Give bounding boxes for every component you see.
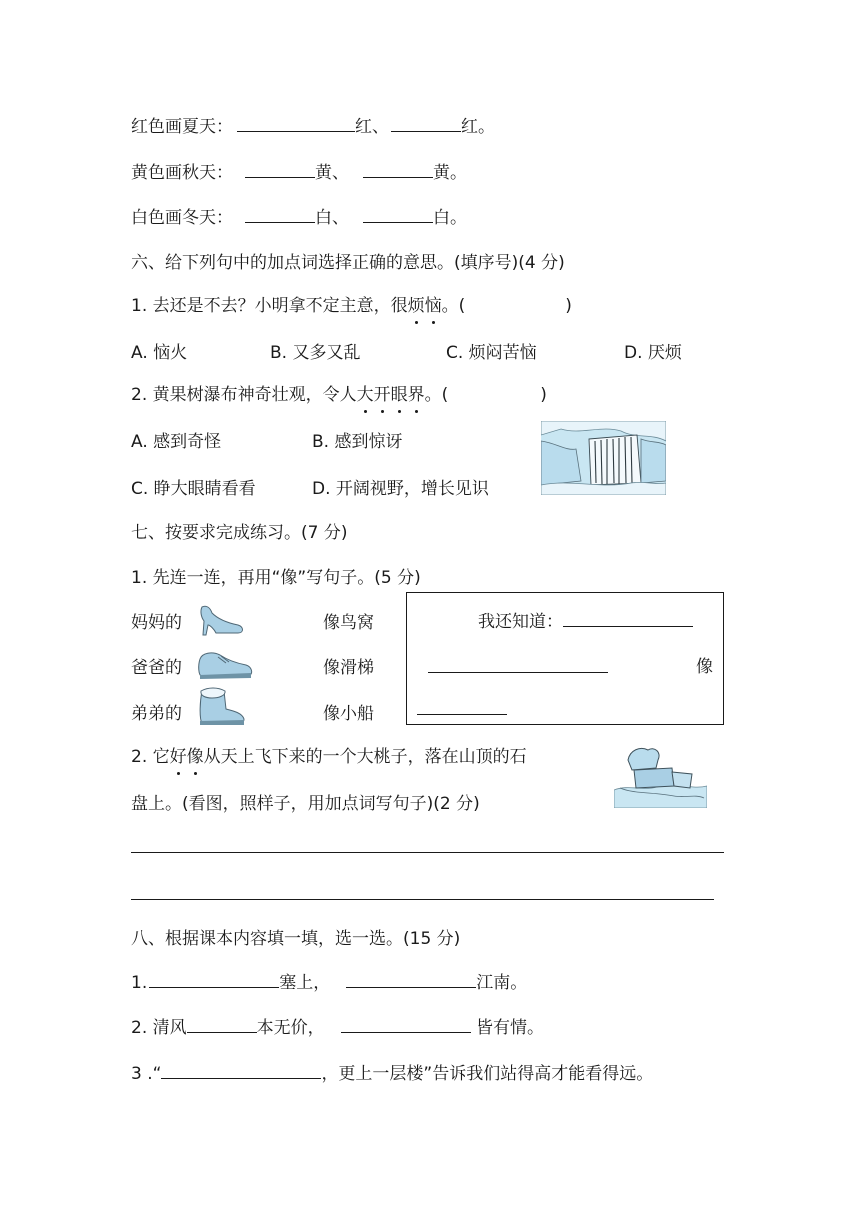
blank[interactable] [237,115,355,132]
s6-q1: 1. 去还是不去？小明拿不定主意，很烦恼。( ) [131,296,572,316]
left-item-brother: 弟弟的 [131,704,182,724]
peach-rock-image [614,742,707,808]
box-line-3 [417,698,507,722]
blank[interactable] [245,206,315,223]
box-xiang: 像 [696,657,713,677]
blank[interactable] [161,1062,321,1079]
writing-line-1[interactable] [131,852,724,853]
blank[interactable] [149,971,279,988]
winter-line: 白色画冬天： 白、 白。 [131,208,467,228]
dotted-char: 眼 [390,385,408,405]
s7-q1: 1. 先连一连，再用“像”写句子。(5 分) [131,568,421,588]
s8-line-3: 3 .“ ，更上一层楼”告诉我们站得高才能看得远。 [131,1064,654,1084]
s6-q2-opt-a: A. 感到奇怪 [131,432,222,452]
section-6-title: 六、给下列句中的加点词选择正确的意思。(填序号)(4 分) [131,253,565,273]
blank[interactable] [417,698,507,715]
dotted-char: 开 [373,385,391,405]
dotted-char: 烦 [407,296,425,316]
box-line-2 [428,656,608,680]
s6-q1-opt-b: B. 又多又乱 [270,343,361,363]
writing-line-2[interactable] [131,899,714,900]
s8-line-2: 2. 清风 本无价， 皆有情。 [131,1018,545,1038]
dotted-char: 好 [169,747,187,767]
right-item-nest: 像鸟窝 [323,613,374,633]
boot-image [196,687,248,727]
s6-q2: 2. 黄果树瀑布神奇壮观，令人大开眼界。( ) [131,385,547,405]
blank[interactable] [428,656,608,673]
blank[interactable] [563,610,693,627]
s8-line-1: 1. 塞上， 江南。 [131,973,528,993]
blank[interactable] [363,206,433,223]
dotted-char: 像 [186,747,204,767]
right-item-slide: 像滑梯 [323,658,374,678]
s6-q1-opt-d: D. 厌烦 [624,343,682,363]
s7-q2-line1: 2. 它好像从天上飞下来的一个大桃子，落在山顶的石 [131,747,527,767]
dotted-char: 界 [407,385,425,405]
left-item-dad: 爸爸的 [131,658,182,678]
left-item-mom: 妈妈的 [131,613,182,633]
box-line-1: 我还知道： [478,610,693,634]
dotted-char: 恼 [424,296,442,316]
s6-q1-opt-a: A. 恼火 [131,343,188,363]
s6-q2-opt-d: D. 开阔视野，增长见识 [312,479,489,499]
s6-q2-opt-b: B. 感到惊讶 [312,432,403,452]
summer-line: 红色画夏天： 红、 红。 [131,117,495,137]
blank[interactable] [346,971,476,988]
waterfall-image [541,421,666,495]
section-7-title: 七、按要求完成练习。(7 分) [131,523,348,543]
autumn-line: 黄色画秋天： 黄、 黄。 [131,163,467,183]
s6-q2-opt-c: C. 睁大眼睛看看 [131,479,256,499]
blank[interactable] [341,1016,471,1033]
high-heel-shoe-image [198,603,246,637]
right-item-boat: 像小船 [323,704,374,724]
blank[interactable] [245,161,315,178]
blank[interactable] [363,161,433,178]
section-8-title: 八、根据课本内容填一填，选一选。(15 分) [131,929,461,949]
s6-q1-opt-c: C. 烦闷苦恼 [446,343,537,363]
leather-shoe-image [196,647,254,682]
s7-q2-line2: 盘上。(看图，照样子，用加点词写句子)(2 分) [131,794,480,814]
blank[interactable] [187,1016,257,1033]
dotted-char: 大 [356,385,374,405]
blank[interactable] [391,115,461,132]
